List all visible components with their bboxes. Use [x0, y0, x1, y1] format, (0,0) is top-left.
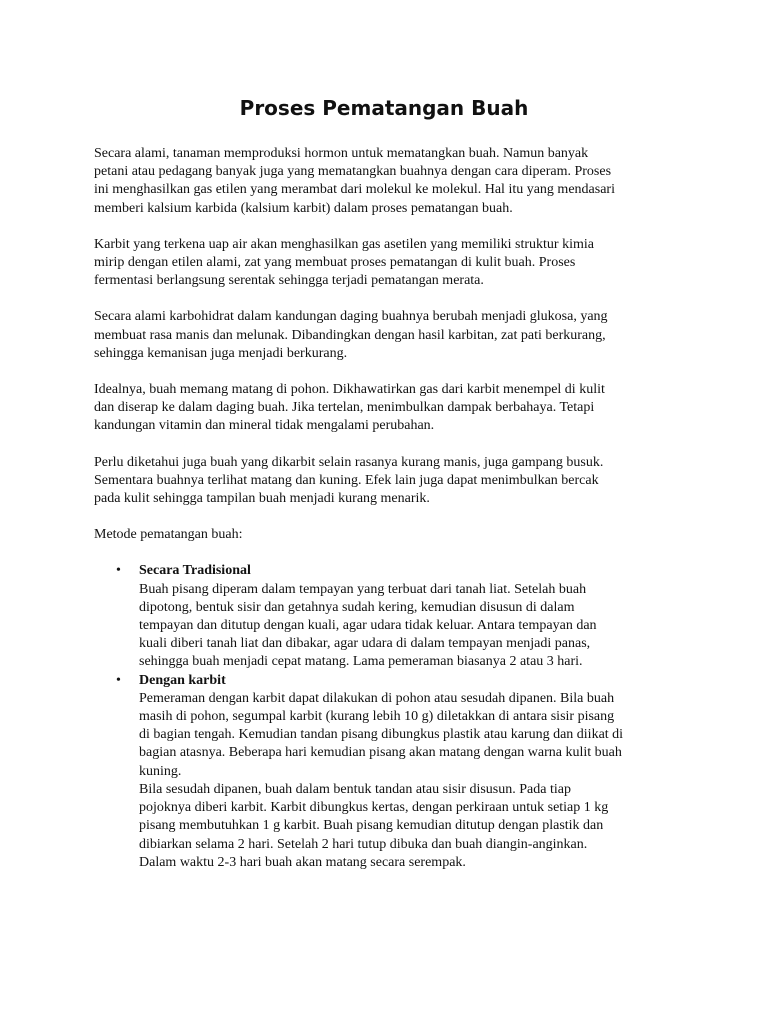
methods-intro: Metode pematangan buah: [94, 527, 243, 543]
list-item-title: Secara Tradisional [139, 563, 251, 579]
paragraph-1: Secara alami, tanaman memproduksi hormon untuk mematangkan buah. Namun banyak petani atau pedagang banyak juga yang mematangkan buahnya dengan cara diperam. Proses ini menghasilkan gas etilen yang merambat dari molekul ke molekul. Hal itu yang mendasari memberi kalsium karbida (kalsium karbit) dalam proses pematangan buah. [94, 146, 615, 216]
document-title: Proses Pematangan Buah [239, 96, 529, 120]
list-item-carbide [94, 672, 674, 872]
paragraph-5: Perlu diketahui juga buah yang dikarbit selain rasanya kurang manis, juga gampang busuk. Sementara buahnya terlihat matang dan kuning. Efek lain juga dapat menimbulkan bercak pada kulit sehingga tampilan buah menjadi kurang menarik. [94, 454, 604, 507]
list-item-title: Dengan karbit [139, 672, 226, 688]
paragraph-3: Secara alami karbohidrat dalam kandungan daging buahnya berubah menjadi glukosa, yang membuat rasa manis dan melunak. Dibandingkan dengan hasil karbitan, zat pati berkurang, sehingga kemanisan juga menjadi berkurang. [94, 309, 608, 361]
bullet-icon: • [116, 672, 121, 688]
bullet-icon: • [116, 563, 121, 579]
document-body [94, 145, 674, 872]
list-item-traditional [94, 562, 674, 671]
methods-list [94, 562, 674, 871]
paragraph-4: Idealnya, buah memang matang di pohon. Dikhawatirkan gas dari karbit menempel di kulit dan diserap ke dalam daging buah. Jika tertelan, menimbulkan dampak berbahaya. Tetapi kandungan vitamin dan mineral tidak mengalami perubahan. [94, 382, 605, 434]
paragraph-2: Karbit yang terkena uap air akan menghasilkan gas asetilen yang memiliki struktur kimia mirip dengan etilen alami, zat yang membuat proses pematangan di kulit buah. Proses fermentasi berlangsung serentak sehingga terjadi pematangan merata. [94, 236, 594, 289]
list-item-body: Pemeraman dengan karbit dapat dilakukan di pohon atau sesudah dipanen. Bila buah masih di pohon, segumpal karbit (kurang lebih 10 g) diletakkan di antara sisir pisang di bagian tengah. Kemudian tandan pisang dibungkus plastik atau karung dan diikat di bagian atasnya. Beberapa hari kemudian pisang akan matang dengan warna kulit buah kuning. Bila sesudah dipanen, buah dalam bentuk tandan atau sisir disusun. Pada tiap pojoknya diberi karbit. Karbit dibungkus kertas, dengan perkiraan untuk setiap 1 kg pisang membutuhkan 1 g karbit. Buah pisang kemudian ditutup dengan plastik dan dibiarkan selama 2 hari. Setelah 2 hari tutup dibuka dan buah diangin-anginkan. Dalam waktu 2-3 hari buah akan matang secara serempak. [139, 690, 624, 870]
list-item-body: Buah pisang diperam dalam tempayan yang terbuat dari tanah liat. Setelah buah dipotong, bentuk sisir dan getahnya sudah kering, kemudian disusun di dalam tempayan dan ditutup dengan kuali, agar udara tidak keluar. Antara tempayan dan kuali diberi tanah liat dan dibakar, agar udara di dalam tempayan menjadi panas, sehingga buah menjadi cepat matang. Lama pemeraman biasanya 2 atau 3 hari. [139, 581, 597, 670]
